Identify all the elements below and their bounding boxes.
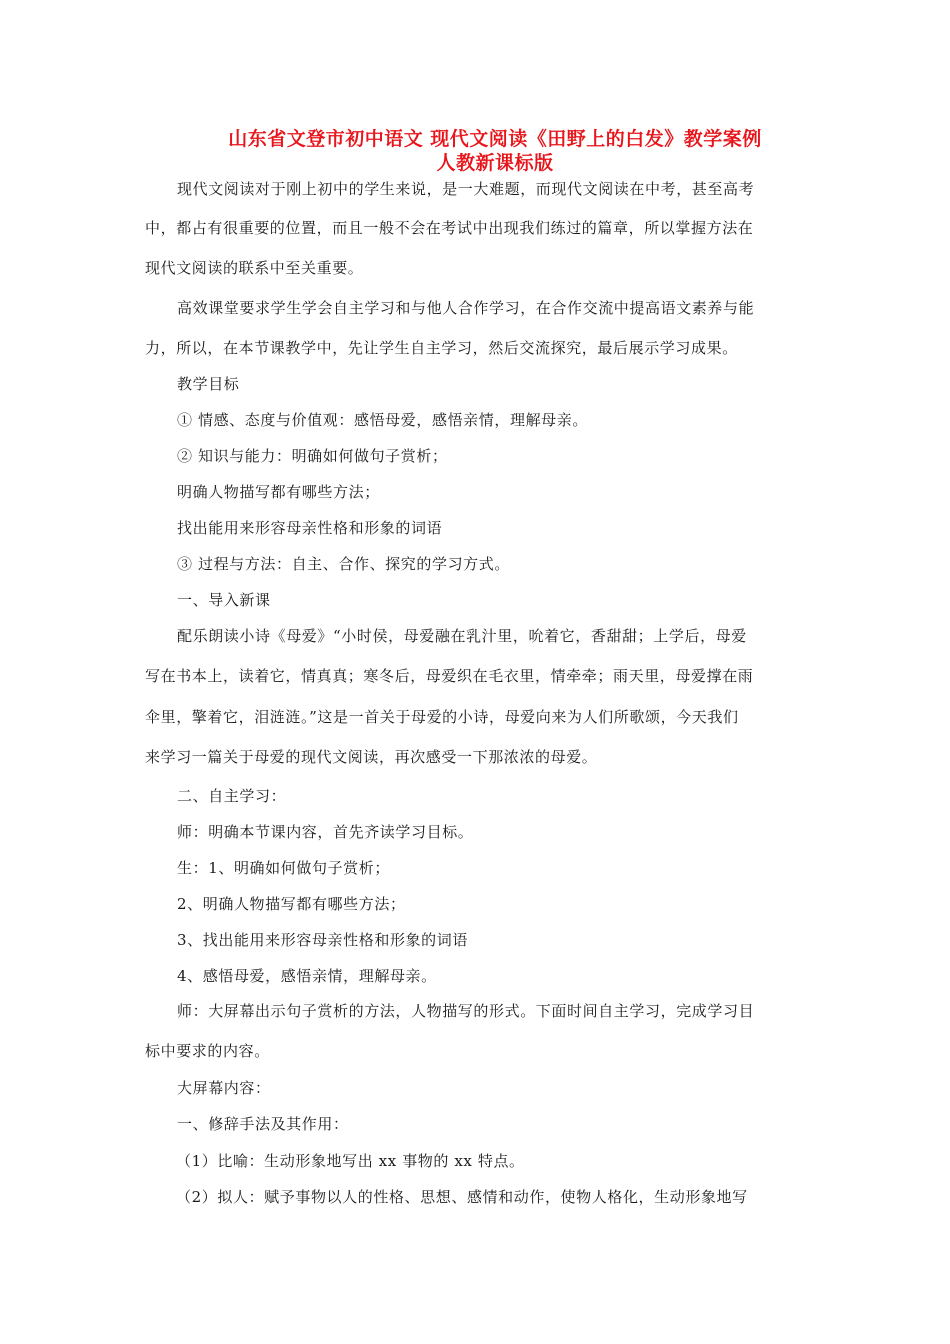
list-item: （1）比喻：生动形象地写出 xx 事物的 xx 特点。 [176,1152,525,1170]
paragraph-line: 高效课堂要求学生学会自主学习和与他人合作学习，在合作交流中提高语文素养与能 [177,299,755,317]
list-item: 4、感悟母爱，感悟亲情，理解母亲。 [177,967,437,985]
section-heading: 教学目标 [177,375,240,393]
section-heading: 一、修辞手法及其作用： [177,1115,349,1133]
paragraph-line: 中，都占有很重要的位置，而且一般不会在考试中出现我们练过的篇章，所以掌握方法在 [145,219,754,237]
section-heading: 一、导入新课 [177,591,271,609]
section-heading: 二、自主学习： [177,787,287,805]
paragraph-line: 现代文阅读的联系中至关重要。 [145,259,364,277]
paragraph-line: 师：大屏幕出示句子赏析的方法，人物描写的形式。下面时间自主学习，完成学习目 [177,1002,755,1020]
list-item: ③ 过程与方法：自主、合作、探究的学习方式。 [177,555,510,573]
paragraph-line: 力，所以，在本节课教学中，先让学生自主学习，然后交流探究，最后展示学习成果。 [145,339,738,357]
list-item: （2）拟人：赋予事物以人的性格、思想、感情和动作，使物人格化，生动形象地写 [176,1188,748,1206]
section-heading: 大屏幕内容： [177,1079,271,1097]
document-title-line1: 山东省文登市初中语文 现代文阅读《田野上的白发》教学案例 [228,128,762,150]
paragraph-line: 伞里，擎着它，泪涟涟。”这是一首关于母爱的小诗，母爱向来为人们所歌颂，今天我们 [145,708,739,726]
list-item: 3、找出能用来形容母亲性格和形象的词语 [177,931,468,949]
paragraph-line: 配乐朗读小诗《母爱》“小时侯，母爱融在乳汁里，吮着它，香甜甜；上学后，母爱 [177,627,747,645]
paragraph-line: 师：明确本节课内容，首先齐读学习目标。 [177,823,474,841]
paragraph-line: 写在书本上，读着它，情真真；寒冬后，母爱织在毛衣里，情牵牵；雨天里，母爱撑在雨 [145,667,754,685]
list-item: 明确人物描写都有哪些方法； [177,483,380,501]
paragraph-line: 标中要求的内容。 [145,1042,270,1060]
document-title-line2: 人教新课标版 [436,152,554,174]
paragraph-line: 来学习一篇关于母爱的现代文阅读，再次感受一下那浓浓的母爱。 [145,748,598,766]
list-item: ② 知识与能力：明确如何做句子赏析； [177,447,448,465]
list-item: 2、明确人物描写都有哪些方法； [177,895,406,913]
list-item: 生：1、明确如何做句子赏析； [177,859,390,877]
list-item: 找出能用来形容母亲性格和形象的词语 [177,519,443,537]
paragraph-line: 现代文阅读对于刚上初中的学生来说，是一大难题，而现代文阅读在中考，甚至高考 [177,180,755,198]
list-item: ① 情感、态度与价值观：感悟母爱，感悟亲情，理解母亲。 [177,411,588,429]
